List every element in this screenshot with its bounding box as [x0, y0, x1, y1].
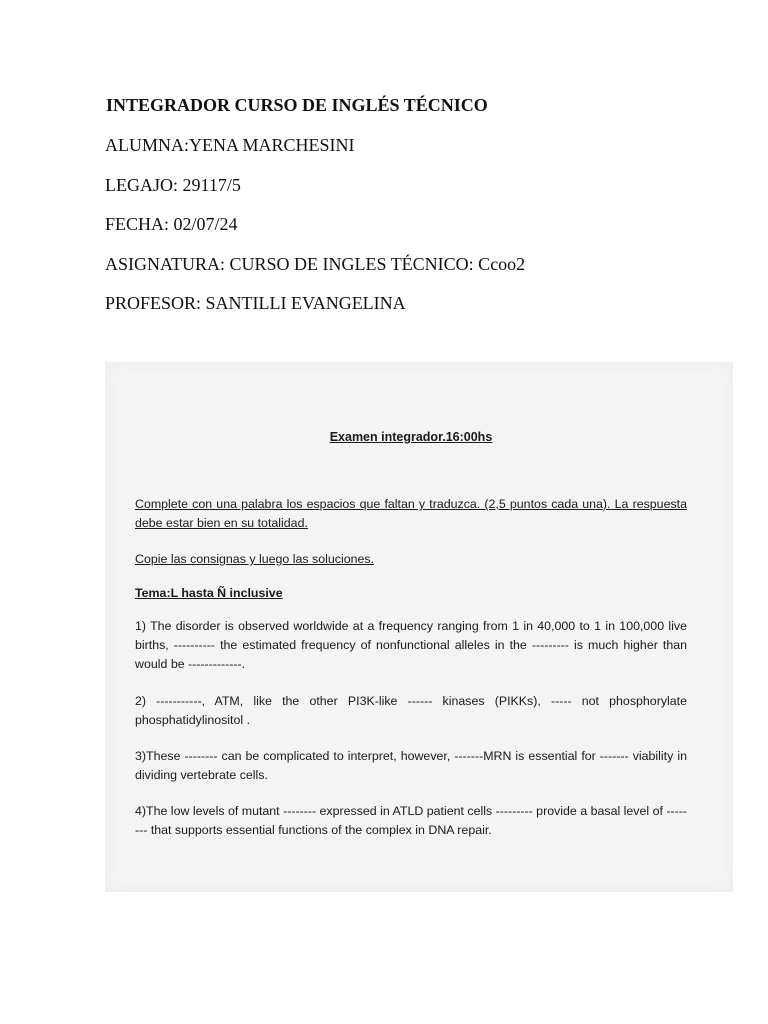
student-name: ALUMNA:YENA MARCHESINI [105, 135, 355, 155]
exam-date: FECHA: 02/07/24 [105, 214, 238, 234]
exam-title: Examen integrador.16:00hs [329, 430, 493, 444]
exam-question-3: 3)These -------- can be complicated to interpret, however, -------MRN is essential for ------- viability in dividing vertebrate cells. [135, 749, 687, 782]
exam-instruction-copy: Copie las consignas y luego las soluciones. [135, 552, 375, 566]
subject-line: ASIGNATURA: CURSO DE INGLES TÉCNICO: Ccoo2 [105, 254, 526, 274]
exam-question-4: 4)The low levels of mutant -------- expressed in ATLD patient cells --------- provide a basal level of -------- that supports essential functions of the complex in DNA repair. [135, 804, 687, 837]
professor-line: PROFESOR: SANTILLI EVANGELINA [105, 293, 406, 313]
document-title: INTEGRADOR CURSO DE INGLÉS TÉCNICO [106, 95, 488, 115]
student-id: LEGAJO: 29117/5 [105, 175, 241, 195]
exam-question-1: 1) The disorder is observed worldwide at a frequency ranging from 1 in 40,000 to 1 in 100,000 live births, ---------- the estimated frequency of nonfunctional alleles in the --------- is much higher than would be -------------. [135, 619, 687, 671]
exam-instruction-complete: Complete con una palabra los espacios que faltan y traduzca. (2,5 puntos cada una). La respuesta debe estar bien en su totalidad. [135, 497, 687, 530]
exam-topic: Tema:L hasta Ñ inclusive [135, 586, 283, 600]
exam-scan-image [105, 362, 733, 892]
exam-question-2: 2) -----------, ATM, like the other PI3K-like ------ kinases (PIKKs), ----- not phosphorylate phosphatidylinositol . [135, 694, 687, 727]
